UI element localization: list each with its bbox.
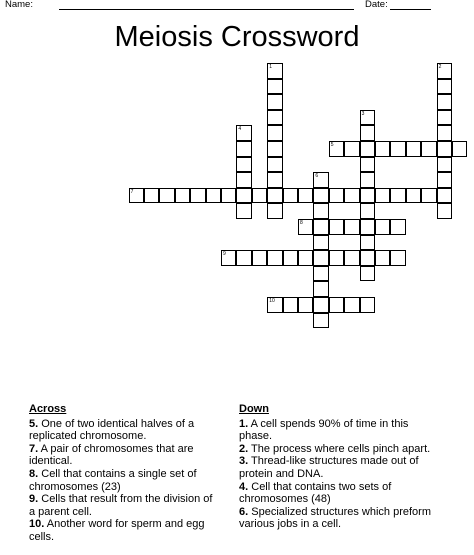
crossword-cell[interactable] — [267, 79, 282, 95]
clue-number: 8 — [300, 220, 303, 226]
crossword-cell[interactable] — [437, 172, 452, 188]
clue-number-label: 5. — [29, 417, 39, 430]
crossword-cell[interactable] — [344, 297, 359, 313]
crossword-cell[interactable] — [236, 141, 251, 157]
clue-number: 4 — [238, 126, 242, 133]
crossword-cell[interactable] — [298, 297, 313, 313]
crossword-cell[interactable] — [360, 297, 375, 313]
clue-number: 2 — [438, 64, 442, 70]
crossword-cell[interactable] — [313, 281, 328, 297]
clue-down — [239, 418, 439, 443]
crossword-cell[interactable] — [329, 250, 344, 266]
crossword-cell[interactable] — [344, 141, 359, 157]
crossword-cell[interactable] — [175, 188, 190, 204]
crossword-cell[interactable] — [252, 250, 267, 266]
crossword-cell[interactable] — [236, 157, 251, 173]
clue-number: 1 — [269, 64, 272, 70]
crossword-cell[interactable] — [437, 157, 452, 173]
crossword-cell[interactable] — [313, 188, 328, 204]
crossword-cell[interactable] — [221, 250, 236, 266]
down-heading: Down — [239, 403, 269, 415]
crossword-cell[interactable] — [344, 250, 359, 266]
clue-number-label: 6. — [239, 505, 249, 518]
crossword-cell[interactable] — [437, 79, 452, 95]
clue-number-label: 1. — [239, 417, 249, 430]
crossword-cell[interactable] — [236, 203, 251, 219]
crossword-cell[interactable] — [437, 125, 452, 141]
clue-text: One of two identical halves of a replicated chromosome. — [29, 417, 195, 443]
crossword-cell[interactable] — [313, 172, 328, 188]
page-title: Meiosis Crossword — [114, 21, 360, 53]
crossword-cell[interactable] — [267, 188, 282, 204]
crossword-cell[interactable] — [283, 188, 298, 204]
crossword-cell[interactable] — [298, 250, 313, 266]
crossword-cell[interactable] — [267, 157, 282, 173]
clue-across — [29, 493, 219, 518]
crossword-cell[interactable] — [437, 141, 452, 157]
clue-number: 3 — [361, 110, 365, 117]
crossword-cell[interactable] — [206, 188, 221, 204]
crossword-cell[interactable] — [375, 250, 390, 266]
crossword-cell[interactable] — [406, 141, 421, 157]
clue-number-label: 3. — [239, 455, 249, 468]
crossword-cell[interactable] — [313, 219, 328, 235]
clue-number: 7 — [130, 188, 134, 195]
crossword-cell[interactable] — [390, 188, 405, 204]
crossword-cell[interactable] — [267, 141, 282, 157]
clue-number-label: 10. — [29, 518, 45, 531]
crossword-cell[interactable] — [283, 297, 298, 313]
across-heading: Across — [29, 403, 67, 415]
clue-number-label: 8. — [29, 467, 39, 480]
clue-across — [29, 518, 219, 543]
crossword-cell[interactable] — [390, 141, 405, 157]
crossword-cell[interactable] — [360, 266, 375, 282]
crossword-cell[interactable] — [437, 94, 452, 110]
clue-number: 10 — [269, 298, 275, 304]
crossword-cell[interactable] — [313, 313, 328, 329]
crossword-cell[interactable] — [313, 203, 328, 219]
crossword-cell[interactable] — [267, 110, 282, 126]
crossword-cell[interactable] — [375, 141, 390, 157]
crossword-cell[interactable] — [313, 297, 328, 313]
name-label: Name: — [5, 0, 33, 10]
crossword-cell[interactable] — [344, 188, 359, 204]
clue-number-label: 4. — [239, 480, 249, 493]
clue-down — [239, 455, 439, 480]
clue-text: Cell that contains a single set of chromosomes (23) — [29, 467, 197, 493]
crossword-cell[interactable] — [360, 141, 375, 157]
clue-number: 6 — [315, 173, 319, 180]
clue-down — [239, 481, 439, 506]
clue-number: 5 — [330, 142, 334, 148]
clue-text: Cell that contains two sets of chromosomes (48) — [239, 480, 392, 506]
crossword-cell[interactable] — [298, 188, 313, 204]
crossword-cell[interactable] — [421, 188, 436, 204]
crossword-cell[interactable] — [360, 125, 375, 141]
crossword-cell[interactable] — [390, 250, 405, 266]
crossword-cell[interactable] — [190, 188, 205, 204]
crossword-cell[interactable] — [144, 188, 159, 204]
crossword-cell[interactable] — [313, 250, 328, 266]
clue-across — [29, 418, 219, 443]
date-label: Date: — [365, 0, 388, 10]
crossword-cell[interactable] — [236, 125, 251, 141]
crossword-cell[interactable] — [360, 203, 375, 219]
clue-text: Cells that result from the division of a parent cell. — [29, 493, 213, 518]
clue-across — [29, 443, 219, 468]
crossword-cell[interactable] — [344, 219, 359, 235]
crossword-cell[interactable] — [360, 157, 375, 173]
clue-text: A pair of chromosomes that are identical. — [29, 442, 194, 468]
crossword-cell[interactable] — [267, 125, 282, 141]
clue-number-label: 2. — [239, 442, 249, 455]
clue-text: Another word for sperm and egg cells. — [29, 518, 205, 543]
crossword-cell[interactable] — [360, 235, 375, 251]
crossword-cell[interactable] — [267, 250, 282, 266]
crossword-cell[interactable] — [267, 63, 282, 79]
clue-down — [239, 443, 439, 456]
clue-down — [239, 506, 439, 531]
crossword-cell[interactable] — [329, 141, 344, 157]
crossword-cell[interactable] — [406, 188, 421, 204]
crossword-cell[interactable] — [129, 188, 144, 204]
clue-number-label: 7. — [29, 442, 39, 455]
crossword-cell[interactable] — [313, 235, 328, 251]
crossword-cell[interactable] — [236, 188, 251, 204]
clue-across — [29, 468, 219, 493]
crossword-cell[interactable] — [329, 297, 344, 313]
crossword-cell[interactable] — [236, 172, 251, 188]
crossword-cell[interactable] — [283, 250, 298, 266]
crossword-cell[interactable] — [267, 203, 282, 219]
crossword-cell[interactable] — [360, 172, 375, 188]
crossword-cell[interactable] — [267, 172, 282, 188]
crossword-cell[interactable] — [390, 219, 405, 235]
crossword-cell[interactable] — [298, 219, 313, 235]
crossword-cell[interactable] — [360, 110, 375, 126]
crossword-cell[interactable] — [360, 219, 375, 235]
crossword-cell[interactable] — [221, 188, 236, 204]
crossword-cell[interactable] — [452, 141, 467, 157]
crossword-cell[interactable] — [437, 188, 452, 204]
crossword-cell[interactable] — [267, 297, 282, 313]
across-clues — [29, 403, 219, 544]
clue-text: Thread-like structures made out of protein and DNA. — [239, 455, 419, 480]
clue-text: Specialized structures which preform various jobs in a cell. — [239, 505, 431, 531]
crossword-cell[interactable] — [437, 63, 452, 79]
crossword-cell[interactable] — [437, 110, 452, 126]
crossword-cell[interactable] — [329, 219, 344, 235]
crossword-cell[interactable] — [360, 188, 375, 204]
clue-text: A cell spends 90% of time in this phase. — [239, 417, 409, 443]
crossword-cell[interactable] — [329, 188, 344, 204]
clue-number: 9 — [223, 251, 226, 258]
crossword-cell[interactable] — [159, 188, 174, 204]
down-clues — [239, 403, 439, 531]
crossword-cell[interactable] — [267, 94, 282, 110]
crossword-cell[interactable] — [375, 188, 390, 204]
clue-text: The process where cells pinch apart. — [248, 442, 431, 455]
crossword-cell[interactable] — [437, 203, 452, 219]
crossword-cell[interactable] — [375, 219, 390, 235]
crossword-cell[interactable] — [421, 141, 436, 157]
crossword-cell[interactable] — [236, 250, 251, 266]
crossword-cell[interactable] — [252, 188, 267, 204]
crossword-cell[interactable] — [360, 250, 375, 266]
clue-number-label: 9. — [29, 493, 39, 506]
crossword-cell[interactable] — [313, 266, 328, 282]
